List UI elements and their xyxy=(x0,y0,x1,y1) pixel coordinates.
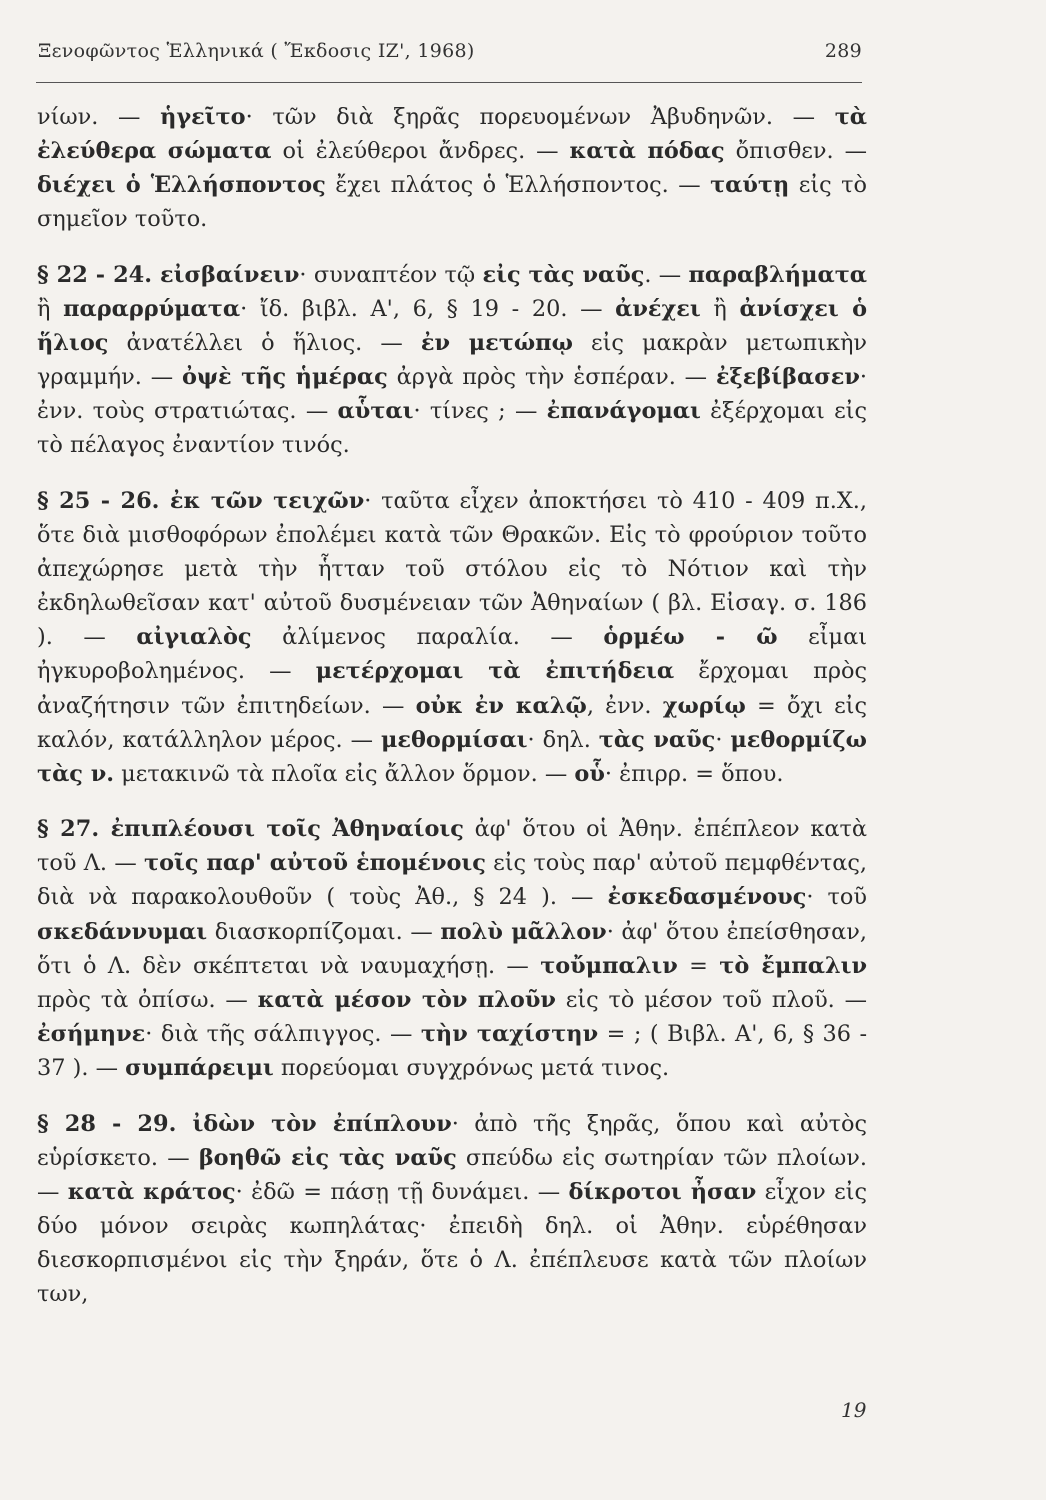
gloss-text: · συναπτέον τῷ xyxy=(299,261,483,288)
lemma-term: τὸ ἔμπαλιν xyxy=(719,952,868,979)
lemma-term: τὰς ναῦς xyxy=(598,726,716,753)
lemma-term: τοῖς παρ' αὐτοῦ ἑπομένοις xyxy=(144,850,486,877)
lemma-term: βοηθῶ εἰς τὰς ναῦς xyxy=(198,1144,457,1171)
gloss-text: ἔχει πλάτος ὁ Ἑλλήσποντος. — xyxy=(325,172,711,199)
gloss-text: πρὸς τὰ ὀπίσω. — xyxy=(37,986,258,1013)
gloss-text: μετακινῶ τὰ πλοῖα εἰς ἄλλον ὅρμον. — xyxy=(114,760,575,787)
gloss-text: = xyxy=(677,952,720,979)
gloss-text: · τοῦ xyxy=(806,884,867,911)
lemma-term: τὴν ταχίστην xyxy=(420,1020,599,1047)
gloss-text: ἢ xyxy=(37,295,64,322)
lemma-term: τὰ ἐλεύθερα σώματα xyxy=(37,104,867,165)
gloss-text: · ἀφ' ὅτου ἐπείσθησαν, ὅτι ὁ Λ. δὲν σκέπτεται νὰ ναυμαχήσῃ. — xyxy=(37,918,867,979)
gloss-text: = ; ( Βιβλ. Α', 6, § 36 - 37 ). — xyxy=(37,1020,868,1081)
lemma-term: αὗται xyxy=(337,398,414,425)
lemma-term: εἰσβαίνειν xyxy=(160,261,300,288)
running-head-title: Ξενοφῶντος Ἑλληνικά ( Ἔκδοσις ΙΖ', 1968) xyxy=(38,40,475,62)
gloss-text: · xyxy=(715,726,731,753)
lemma-term: ὀψὲ τῆς ἡμέρας xyxy=(182,364,388,391)
lemma-term: πολὺ μᾶλλον xyxy=(440,918,607,945)
page-number: 289 xyxy=(824,40,862,62)
gloss-text: · ἀπὸ τῆς ξηρᾶς, ὅπου καὶ αὐτὸς εὑρίσκετο. — xyxy=(37,1110,867,1171)
lemma-term: ἐπανάγομαι xyxy=(546,398,701,425)
lemma-term: κατὰ μέσον τὸν πλοῦν xyxy=(257,986,556,1013)
gloss-text: · ἴδ. βιβλ. Α', 6, § 19 - 20. — xyxy=(240,295,616,322)
gloss-text: = ὄχι εἰς καλόν, κατάλληλον μέρος. — xyxy=(37,692,867,753)
gloss-text: εἰς τὸ σημεῖον τοῦτο. xyxy=(37,172,867,233)
lemma-term: § 28 - 29. xyxy=(37,1110,193,1137)
lemma-term: οὗ xyxy=(574,760,605,787)
gloss-text: διασκορπίζομαι. — xyxy=(207,918,441,945)
gloss-text: · δηλ. xyxy=(527,726,599,753)
lemma-term: ἐσκεδασμένους xyxy=(607,884,807,911)
gloss-text: · διὰ τῆς σάλπιγγος. — xyxy=(145,1020,421,1047)
paragraph xyxy=(37,100,867,236)
lemma-term: § 27. xyxy=(37,816,111,843)
lemma-term: χωρίῳ xyxy=(662,692,746,719)
lemma-term: δίκροτοι ἦσαν xyxy=(568,1178,757,1205)
lemma-term: μεθορμίζω τὰς ν. xyxy=(37,726,867,787)
running-head xyxy=(38,40,862,62)
lemma-term: ἀνίσχει ὁ ἥλιος xyxy=(37,295,868,357)
paragraph xyxy=(37,1107,867,1312)
lemma-term: τοὔμπαλιν xyxy=(540,952,678,979)
lemma-term: ἐσήμηνε xyxy=(37,1020,146,1047)
lemma-term: συμπάρειμι xyxy=(125,1054,274,1081)
gloss-text: , ἐνν. xyxy=(586,692,663,719)
lemma-term: ὁρμέω - ῶ xyxy=(603,624,778,651)
gloss-text: · ταῦτα εἶχεν ἀποκτήσει τὸ 410 - 409 π.Χ., ὅτε διὰ μισθοφόρων ἐπολέμει κατὰ τῶν Θρακῶν. Εἰς τὸ φρούριον τοῦτο ἀπεχώρησε μετὰ τὴν ἧτταν τοῦ στόλου εἰς τὸ Νότιον καὶ τὴν ἐκδηλωθεῖσαν κατ' αὐτοῦ δυσμένειαν τῶν Ἀθηναίων ( βλ. Εἰσαγ. σ. 186 ). — xyxy=(37,487,868,651)
gloss-text: · ἐπιρρ. = ὅπου. xyxy=(604,760,784,787)
lemma-term: παραρρύματα xyxy=(63,295,241,322)
lemma-term: ταύτῃ xyxy=(710,172,790,199)
header-rule xyxy=(36,82,862,83)
gloss-text: ἀργὰ πρὸς τὴν ἑσπέραν. — xyxy=(387,364,716,391)
signature-mark: 19 xyxy=(841,1398,867,1422)
lemma-term: εἰς τὰς ναῦς xyxy=(482,261,645,288)
lemma-term: ἐκ τῶν τειχῶν xyxy=(169,487,365,514)
gloss-text: . — xyxy=(644,261,689,288)
lemma-term: σκεδάννυμαι xyxy=(37,918,208,945)
gloss-text: ἢ xyxy=(700,295,740,322)
lemma-term: ἐξεβίβασεν xyxy=(715,364,860,391)
paragraph xyxy=(37,258,867,463)
lemma-term: διέχει ὁ Ἑλλήσποντος xyxy=(37,172,326,199)
gloss-text: ἔρχομαι πρὸς ἀναζήτησιν τῶν ἐπιτηδείων. — xyxy=(37,658,868,719)
paragraph xyxy=(37,484,867,791)
lemma-term: μεθορμίσαι xyxy=(380,726,528,753)
lemma-term: αἰγιαλὸς xyxy=(136,624,252,651)
gloss-text: ἀλίμενος παραλία. — xyxy=(251,624,604,651)
lemma-term: παραβλήματα xyxy=(688,261,868,288)
gloss-text: · τῶν διὰ ξηρᾶς πορευομένων Ἀβυδηνῶν. — xyxy=(245,104,835,130)
lemma-term: ἀνέχει xyxy=(615,295,701,322)
gloss-text: · τίνες ; — xyxy=(413,398,547,425)
lemma-term: § 25 - 26. xyxy=(37,487,170,514)
gloss-text: ἀφ' ὅτου οἱ Ἀθην. ἐπέπλεον κατὰ τοῦ Λ. — xyxy=(37,816,867,877)
gloss-text: νίων. — xyxy=(37,104,161,130)
gloss-text: ἐξέρχομαι εἰς τὸ πέλαγος ἐναντίον τινός. xyxy=(37,398,867,459)
lemma-term: κατὰ πόδας xyxy=(569,138,725,165)
gloss-text: ἀνατέλλει ὁ ἥλιος. — xyxy=(108,330,421,357)
gloss-text: εἰς τοὺς παρ' αὐτοῦ πεμφθέντας, διὰ νὰ παρακολουθοῦν ( τοὺς Ἀθ., § 24 ). — xyxy=(37,850,867,911)
paragraph xyxy=(37,812,867,1085)
lemma-term: ἐπιπλέουσι τοῖς Ἀθηναίοις xyxy=(110,816,464,843)
gloss-text: πορεύομαι συγχρόνως μετά τινος. xyxy=(273,1054,670,1081)
lemma-term: ἐν μετώπῳ xyxy=(420,330,573,357)
gloss-text: ὄπισθεν. — xyxy=(724,138,867,165)
gloss-text: εἰς τὸ μέσον τοῦ πλοῦ. — xyxy=(555,986,867,1013)
gloss-text: οἱ ἐλεύθεροι ἄνδρες. — xyxy=(271,138,570,165)
lemma-term: οὐκ ἐν καλῷ xyxy=(415,692,587,719)
lemma-term: ἡγεῖτο xyxy=(160,104,246,130)
lemma-term: § 22 - 24. xyxy=(37,261,161,288)
lemma-term: ἰδὼν τὸν ἐπίπλουν xyxy=(192,1110,452,1137)
gloss-text: εἰς μακρὰν μετωπικὴν γραμμήν. — xyxy=(37,330,867,391)
lemma-term: μετέρχομαι τὰ ἐπιτήδεια xyxy=(315,658,675,685)
gloss-text: εἶμαι ἠγκυροβολημένος. — xyxy=(37,624,867,685)
gloss-text: · ἐδῶ = πάσῃ τῇ δυνάμει. — xyxy=(235,1178,569,1205)
gloss-text: εἶχον εἰς δύο μόνον σειρὰς κωπηλάτας· ἐπειδὴ δηλ. οἱ Ἀθην. εὑρέθησαν διεσκορπισμένοι εἰς τὴν ξηράν, ὅτε ὁ Λ. ἐπέπλευσε κατὰ τῶν πλοίων των, xyxy=(37,1178,867,1307)
lemma-term: κατὰ κράτος xyxy=(67,1178,236,1205)
commentary-body xyxy=(37,100,867,1311)
gloss-text: σπεύδω εἰς σωτηρίαν τῶν πλοίων. — xyxy=(37,1144,867,1205)
gloss-text: · ἐνν. τοὺς στρατιώτας. — xyxy=(37,364,868,425)
